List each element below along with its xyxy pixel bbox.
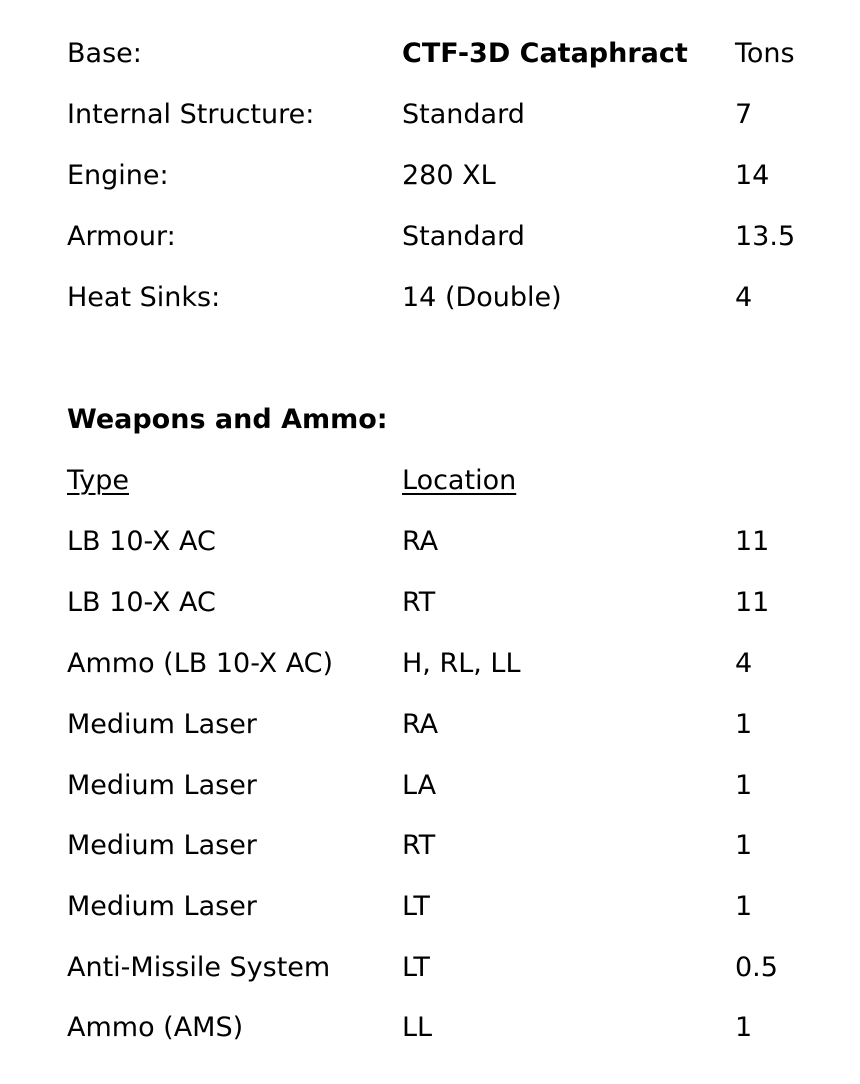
spec-tons: 13.5	[735, 221, 796, 252]
spec-label: Engine:	[67, 160, 169, 191]
weapon-tons: 4	[735, 648, 753, 679]
weapon-row	[0, 887, 860, 927]
weapon-type: Medium Laser	[67, 830, 257, 861]
weapon-type: LB 10-X AC	[67, 526, 216, 557]
spec-label: Internal Structure:	[67, 99, 315, 130]
spec-label: Armour:	[67, 221, 176, 252]
spec-value: Standard	[402, 99, 525, 130]
weapon-location: H, RL, LL	[402, 648, 521, 679]
weapon-type: Ammo (LB 10-X AC)	[67, 648, 334, 679]
weapon-row	[0, 1008, 860, 1048]
weapon-tons: 1	[735, 709, 753, 740]
weapon-tons: 0.5	[735, 952, 778, 983]
spec-row-armour	[0, 217, 860, 257]
mech-model: CTF-3D Cataphract	[402, 38, 688, 69]
weapon-location: RT	[402, 830, 436, 861]
weapon-location: RT	[402, 587, 436, 618]
spec-value: Standard	[402, 221, 525, 252]
spec-row-engine	[0, 156, 860, 196]
weapon-row	[0, 583, 860, 623]
weapon-tons: 11	[735, 526, 770, 557]
weapon-row	[0, 705, 860, 745]
weapon-tons: 1	[735, 891, 753, 922]
tons-header: Tons	[735, 38, 795, 69]
weapon-tons: 1	[735, 770, 753, 801]
weapon-type: Medium Laser	[67, 770, 257, 801]
spec-row-internal-structure	[0, 95, 860, 135]
weapon-type: Anti-Missile System	[67, 952, 331, 983]
spec-label: Heat Sinks:	[67, 282, 221, 313]
base-row	[0, 34, 860, 74]
weapon-location: LT	[402, 891, 430, 922]
weapon-tons: 1	[735, 1012, 753, 1043]
spec-value: 14 (Double)	[402, 282, 562, 313]
weapon-row	[0, 522, 860, 562]
weapon-type: LB 10-X AC	[67, 587, 216, 618]
spec-tons: 7	[735, 99, 753, 130]
weapon-row	[0, 766, 860, 806]
spec-value: 280 XL	[402, 160, 496, 191]
location-header: Location	[402, 465, 517, 496]
weapon-location: RA	[402, 709, 439, 740]
weapon-row	[0, 644, 860, 684]
weapon-row	[0, 826, 860, 866]
spec-tons: 14	[735, 160, 770, 191]
weapon-tons: 1	[735, 830, 753, 861]
weapon-location: LT	[402, 952, 430, 983]
weapon-type: Medium Laser	[67, 709, 257, 740]
base-label: Base:	[67, 38, 142, 69]
weapon-type: Medium Laser	[67, 891, 257, 922]
weapons-heading-row	[0, 400, 860, 440]
weapon-type: Ammo (AMS)	[67, 1012, 244, 1043]
weapon-location: LL	[402, 1012, 433, 1043]
weapon-row	[0, 948, 860, 988]
weapons-heading: Weapons and Ammo:	[67, 404, 388, 435]
weapon-tons: 11	[735, 587, 770, 618]
weapon-location: RA	[402, 526, 439, 557]
type-header: Type	[67, 465, 130, 496]
spec-tons: 4	[735, 282, 753, 313]
weapons-column-headers	[0, 461, 860, 501]
weapon-location: LA	[402, 770, 437, 801]
spec-row-heat-sinks	[0, 278, 860, 318]
